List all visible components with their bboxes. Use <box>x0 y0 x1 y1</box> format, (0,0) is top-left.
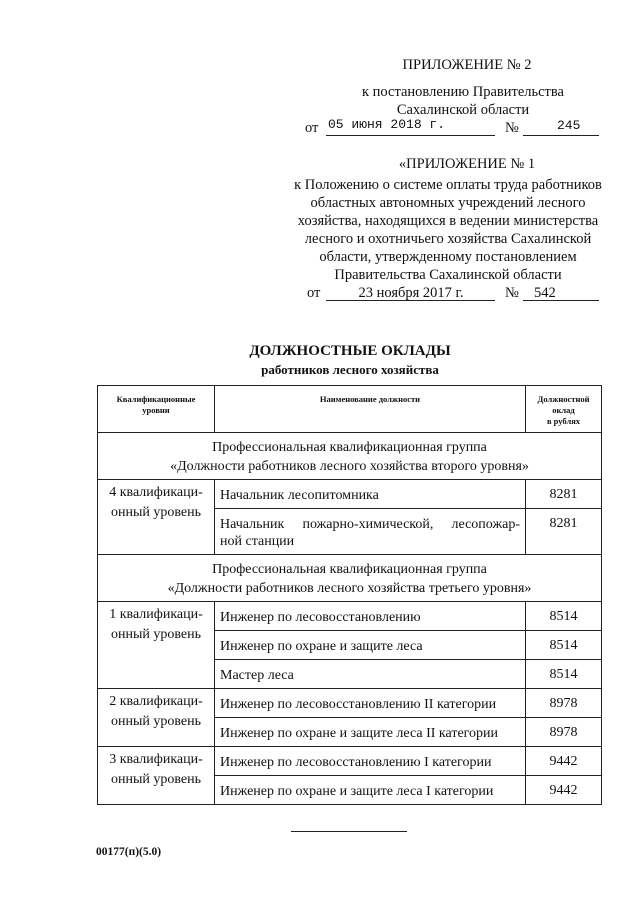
appendix-number: 245 <box>557 118 581 133</box>
level-cell <box>98 480 215 555</box>
table-row <box>98 689 602 718</box>
header-position: Наименование должности <box>215 386 526 433</box>
salary-cell: 8514 <box>526 602 602 631</box>
position-cell <box>215 509 526 555</box>
header-salary-line: оклад <box>552 405 575 415</box>
salary-cell: 8281 <box>526 480 602 509</box>
level-line: онный уровень <box>110 714 201 729</box>
position-cell: Инженер по охране и защите леса I категории <box>215 776 526 805</box>
group-title-line: Профессиональная квалификационная группа <box>212 562 487 577</box>
prev-appendix-date-underline <box>326 300 495 301</box>
salary-cell: 9442 <box>526 776 602 805</box>
salary-cell: 9442 <box>526 747 602 776</box>
document-code: 00177(п)(5.0) <box>96 846 162 858</box>
position-cell: Инженер по охране и защите леса II категории <box>215 718 526 747</box>
prev-appendix-line: области, утвержденному постановлением <box>319 249 577 265</box>
salary-cell: 8514 <box>526 631 602 660</box>
prev-appendix-title: «ПРИЛОЖЕНИЕ № 1 <box>398 156 536 172</box>
salary-table <box>97 385 602 805</box>
group-row <box>98 555 602 602</box>
level-line: 2 квалификаци- <box>109 694 203 709</box>
level-line: онный уровень <box>110 627 201 642</box>
prev-appendix-line: лесного и охотничьего хозяйства Сахалинской <box>304 231 592 247</box>
group-title <box>98 555 602 602</box>
level-line: 1 квалификаци- <box>109 607 203 622</box>
position-cell: Начальник лесопитомника <box>215 480 526 509</box>
level-line: 4 квалификаци- <box>109 485 203 500</box>
appendix-from-label: от <box>305 120 319 136</box>
prev-appendix-from-label: от <box>307 285 321 301</box>
document-title: ДОЛЖНОСТНЫЕ ОКЛАДЫ <box>249 343 451 359</box>
level-cell <box>98 747 215 805</box>
appendix-number-underline <box>523 135 599 136</box>
salary-cell: 8281 <box>526 509 602 555</box>
appendix-title: ПРИЛОЖЕНИЕ № 2 <box>402 57 532 73</box>
position-cell: Инженер по лесовосстановлению II категории <box>215 689 526 718</box>
position-cell: Мастер леса <box>215 660 526 689</box>
position-line: Начальник пожарно-химической, лесопожар- <box>220 517 520 532</box>
prev-appendix-line: хозяйства, находящихся в ведении министерства <box>297 213 599 229</box>
document-subtitle: работников лесного хозяйства <box>261 362 439 377</box>
header-level <box>98 386 215 433</box>
group-title-line: «Должности работников лесного хозяйства третьего уровня» <box>167 581 532 596</box>
table-row <box>98 602 602 631</box>
level-line: 3 квалификаци- <box>109 752 203 767</box>
level-line: онный уровень <box>110 505 201 520</box>
position-cell: Инженер по лесовосстановлению <box>215 602 526 631</box>
appendix-line-2: Сахалинской области <box>396 102 530 118</box>
salary-cell: 8978 <box>526 718 602 747</box>
group-title-line: Профессиональная квалификационная группа <box>212 440 487 455</box>
header-salary <box>526 386 602 433</box>
position-line: ной станции <box>220 534 295 549</box>
appendix-date: 05 июня 2018 г. <box>328 117 446 132</box>
appendix-number-label: № <box>505 120 519 136</box>
header-level-line: уровни <box>142 405 170 415</box>
header-salary-line: Должностной <box>537 394 590 404</box>
header-level-line: Квалификационные <box>116 394 196 404</box>
appendix-line-1: к постановлению Правительства <box>362 84 564 100</box>
table-row <box>98 480 602 509</box>
group-row <box>98 433 602 480</box>
appendix-date-underline <box>326 135 495 136</box>
level-line: онный уровень <box>110 772 201 787</box>
group-title <box>98 433 602 480</box>
prev-appendix-number-underline <box>523 300 599 301</box>
group-title-line: «Должности работников лесного хозяйства второго уровня» <box>170 459 529 474</box>
level-cell <box>98 689 215 747</box>
position-cell: Инженер по охране и защите леса <box>215 631 526 660</box>
salary-cell: 8514 <box>526 660 602 689</box>
table-row <box>98 747 602 776</box>
header-salary-line: в рублях <box>546 416 581 426</box>
level-cell <box>98 602 215 689</box>
prev-appendix-date: 23 ноября 2017 г. <box>358 285 464 301</box>
prev-appendix-line: Правительства Сахалинской области <box>334 267 562 283</box>
prev-appendix-line: областных автономных учреждений лесного <box>310 195 586 211</box>
prev-appendix-line: к Положению о системе оплаты труда работников <box>294 177 602 193</box>
salary-cell: 8978 <box>526 689 602 718</box>
closing-rule <box>291 831 407 832</box>
prev-appendix-number-label: № <box>505 285 519 301</box>
table-header-row <box>98 386 602 433</box>
prev-appendix-number: 542 <box>534 285 556 301</box>
position-cell: Инженер по лесовосстановлению I категории <box>215 747 526 776</box>
